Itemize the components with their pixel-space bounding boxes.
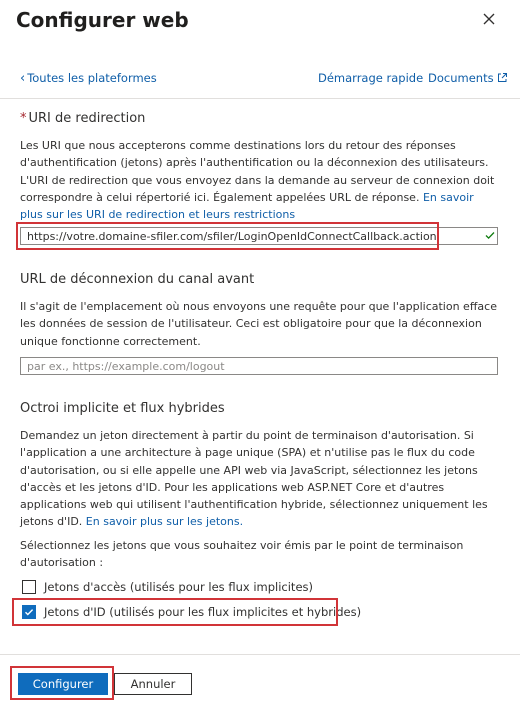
- required-indicator: *: [20, 111, 27, 126]
- close-button[interactable]: [478, 8, 500, 30]
- redirect-uri-description-text: Les URI que nous accepterons comme destinations lors du retour des réponses d'authentification (jetons) après l'authentification ou la déconnexion des utilisateurs. L'URI de redirection que vous envoyez dans la demande au serveur de connexion doit correspondre à celui répertorié ici. Également appelées URL de réponse.: [20, 139, 495, 204]
- access-tokens-checkbox[interactable]: [22, 580, 36, 594]
- id-tokens-option[interactable]: [22, 604, 361, 620]
- chevron-left-icon: ‹: [20, 71, 26, 86]
- redirect-uri-label-text: URI de redirection: [28, 111, 146, 126]
- cancel-button[interactable]: Annuler: [114, 673, 192, 695]
- tokens-learn-more-link[interactable]: En savoir plus sur les jetons.: [85, 515, 244, 529]
- implicit-grant-description: [20, 427, 498, 531]
- external-link-icon: [497, 72, 508, 83]
- redirect-uri-input[interactable]: [20, 227, 498, 245]
- documents-link-label: Documents: [428, 71, 494, 85]
- checkmark-icon: [24, 607, 34, 617]
- logout-url-description: Il s'agit de l'emplacement où nous envoyons une requête pour que l'application efface les données de session de l'utilisateur. Ceci est obligatoire pour que la déconnexion unique fonctionne correctement.: [20, 300, 497, 348]
- logout-url-input[interactable]: [20, 357, 498, 375]
- implicit-grant-description-text: Demandez un jeton directement à partir du point de terminaison d'autorisation. Si l'application a une architecture à page unique (SPA) et n'utilise pas le flux du code d'autorisation, ou si elle appelle une API web via JavaScript, sélectionnez les jetons d'accès et les jetons d'ID. Pour les applications web ASP.NET Core et d'autres applications web qui utilisent l'authentification hybride, sélectionnez uniquement les jetons d'ID.: [20, 429, 488, 529]
- access-tokens-label: Jetons d'accès (utilisés pour les flux implicites): [44, 580, 313, 594]
- implicit-grant-label: Octroi implicite et flux hybrides: [20, 401, 225, 416]
- id-tokens-label: Jetons d'ID (utilisés pour les flux implicites et hybrides): [44, 605, 362, 619]
- checkmark-icon: [484, 229, 496, 241]
- logout-url-label: URL de déconnexion du canal avant: [20, 272, 255, 287]
- close-icon: [478, 8, 500, 30]
- token-select-prompt: Sélectionnez les jetons que vous souhaitez voir émis par le point de terminaison d'autorisation :: [20, 539, 464, 570]
- header-divider: [0, 98, 520, 99]
- panel-title: Configurer web: [16, 8, 189, 32]
- back-link-label: Toutes les plateformes: [27, 71, 157, 85]
- id-tokens-checkbox[interactable]: [22, 605, 36, 619]
- redirect-uri-label: [20, 110, 145, 128]
- configure-button[interactable]: Configurer: [18, 673, 108, 695]
- access-tokens-option[interactable]: [22, 579, 313, 595]
- back-to-platforms-link[interactable]: [20, 70, 157, 87]
- top-navigation: [0, 70, 520, 86]
- redirect-uri-description: [20, 137, 498, 223]
- documents-link[interactable]: [428, 70, 508, 86]
- quickstart-link[interactable]: Démarrage rapide: [318, 71, 424, 85]
- redirect-uri-learn-more-link[interactable]: En savoir plus sur les URI de redirection et leurs restrictions: [20, 190, 474, 222]
- footer-divider: [0, 654, 520, 655]
